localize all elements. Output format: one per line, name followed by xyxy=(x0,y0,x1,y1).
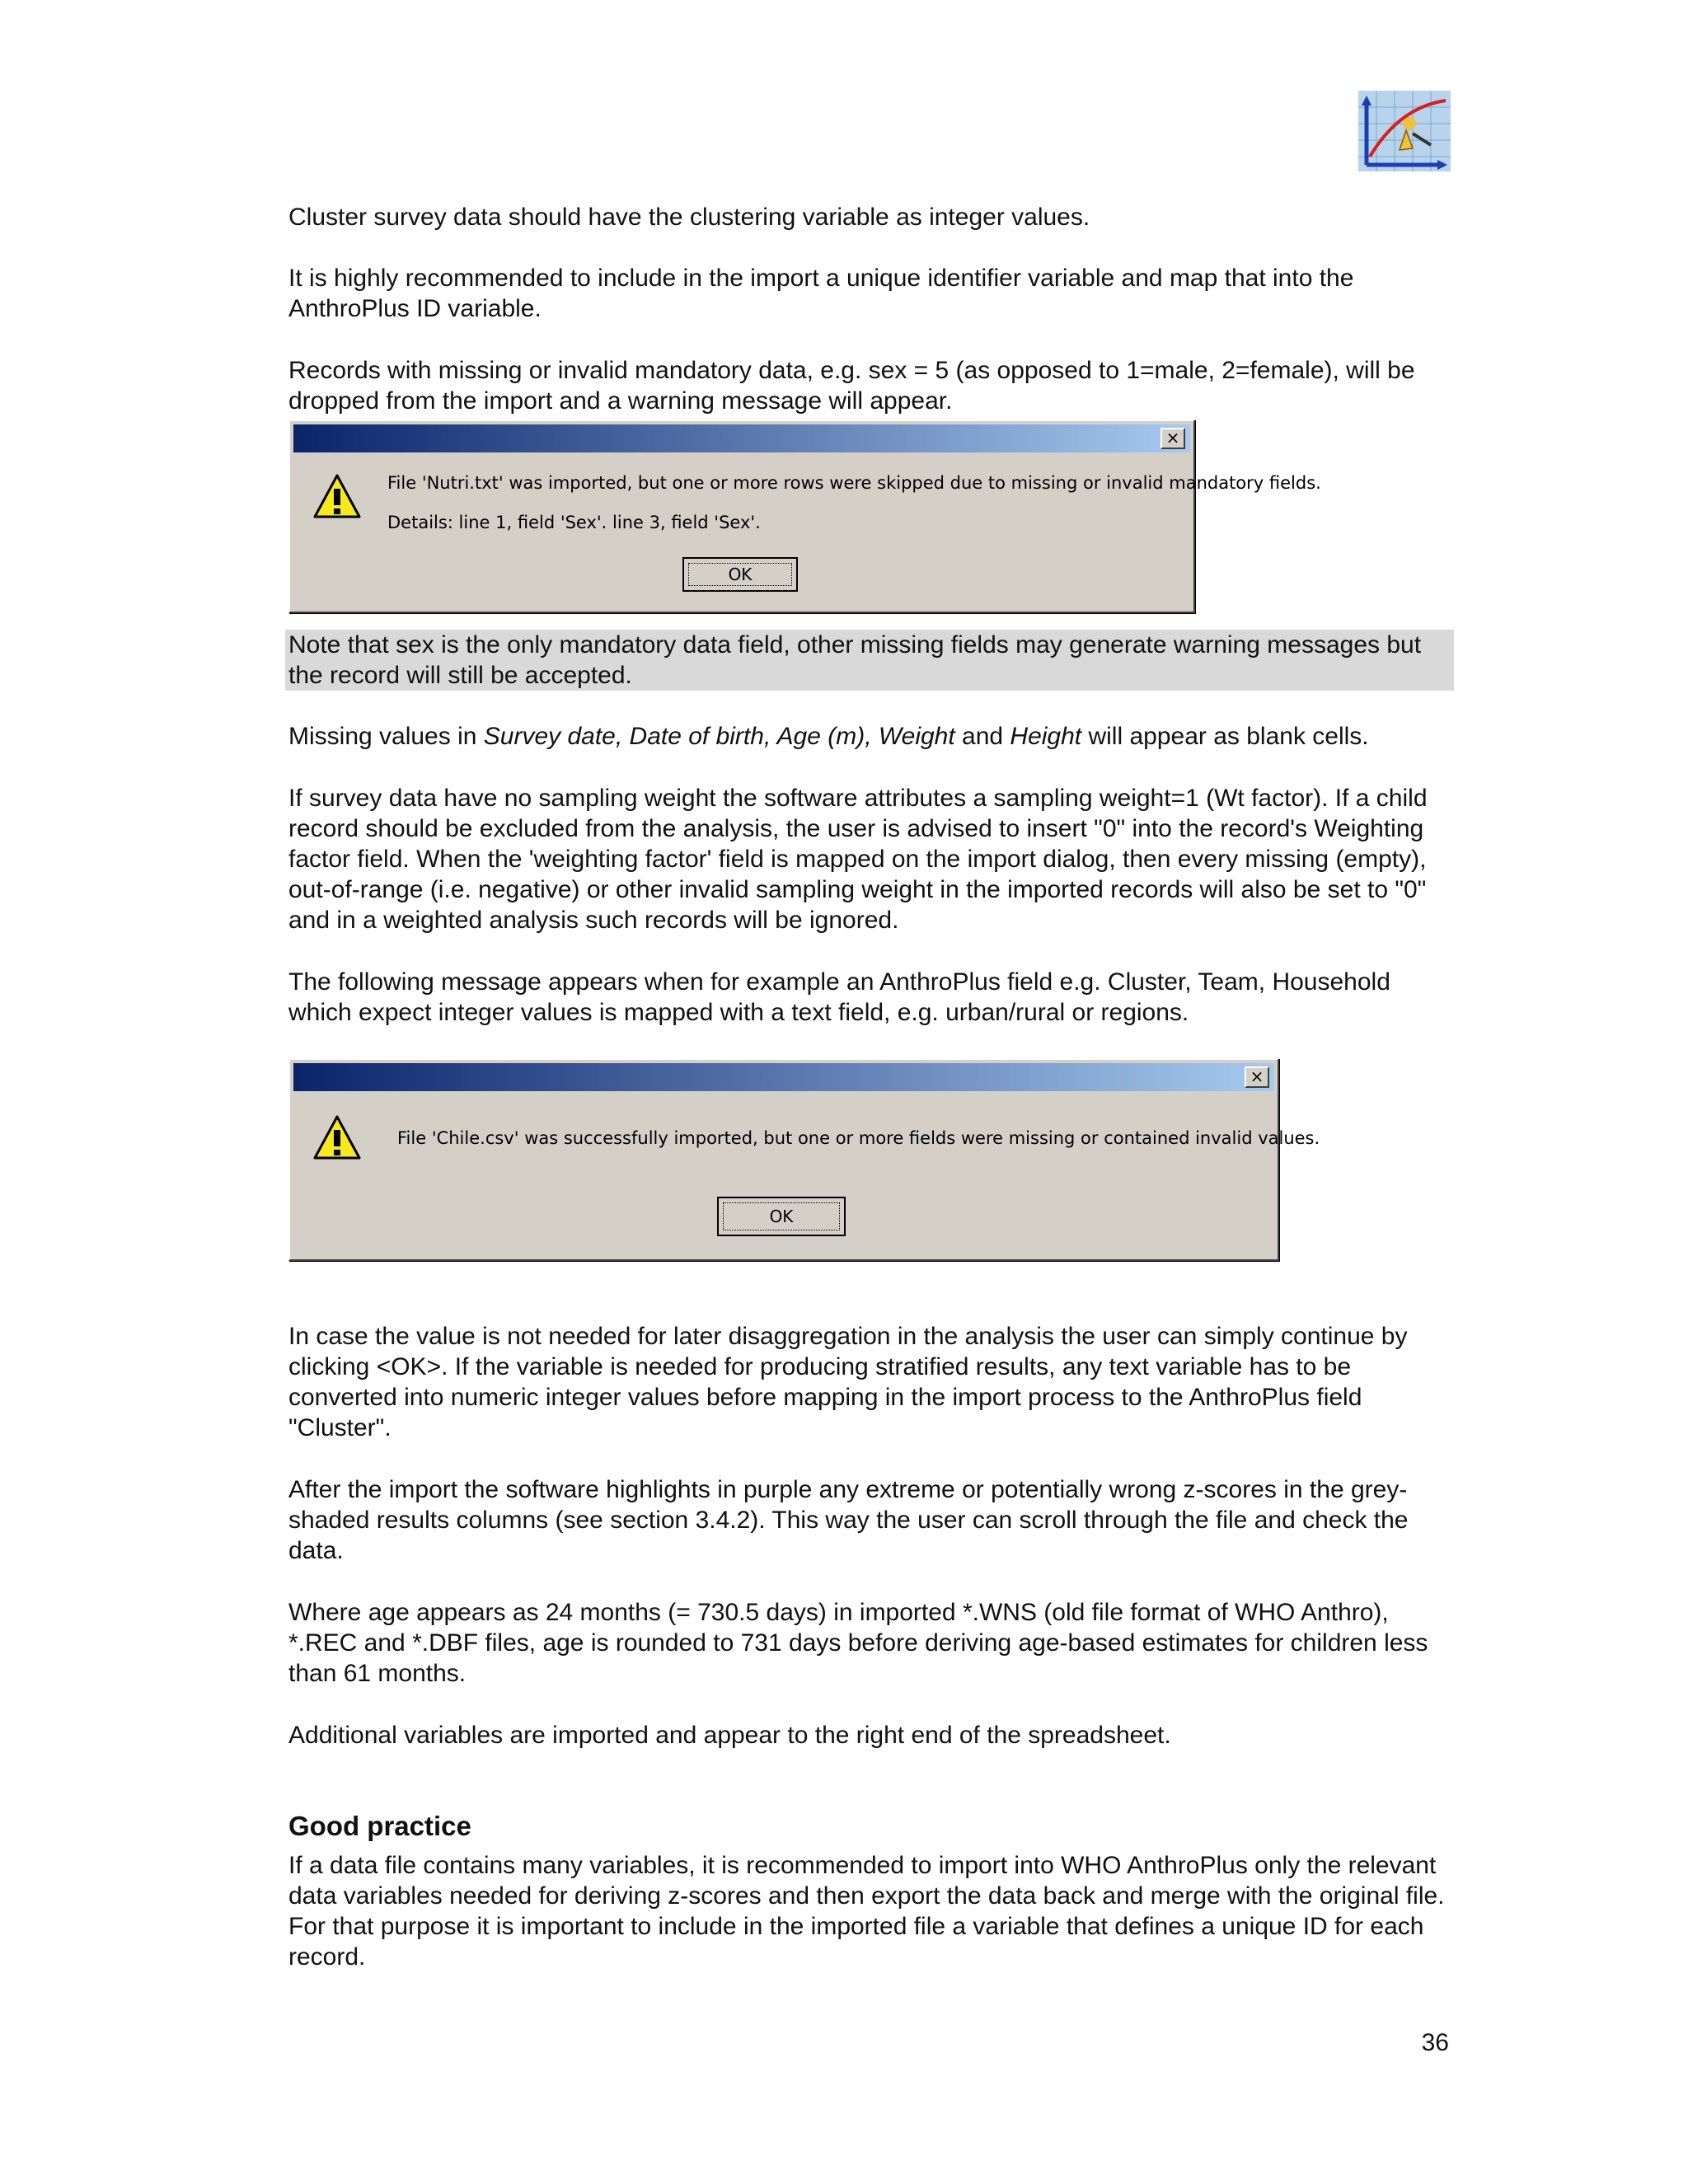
warning-dialog-nutri xyxy=(288,419,1321,613)
warning-icon xyxy=(312,472,363,520)
paragraph-message-appears: The following message appears when for example an AnthroPlus field e.g. Cluster, Team, Household which expect integer values is mapped with a text field, e.g. urban/rural or regions. xyxy=(288,968,1390,1026)
ok-button[interactable] xyxy=(717,1197,846,1236)
dialog-titlebar xyxy=(293,424,1190,452)
close-button[interactable]: × xyxy=(1160,428,1185,449)
dialog-message: File 'Chile.csv' was successfully imported, but one or more fields were missing or contained invalid values. xyxy=(397,1128,1320,1148)
ok-button-label: OK xyxy=(688,563,792,586)
anthroplus-logo-icon xyxy=(1358,91,1451,171)
paragraph-disaggregation: In case the value is not needed for later disaggregation in the analysis the user can simply continue by clicking <OK>. If the variable is needed for producing stratified results, any text variable has to be converted into numeric integer values before mapping in the import process to the AnthroPlus field "Cluster". xyxy=(288,1323,1408,1441)
page-number: 36 xyxy=(1421,2029,1449,2056)
italic-fields: Survey date, Date of birth, Age (m), Weight xyxy=(483,723,955,750)
text-segment: and xyxy=(954,723,1010,750)
paragraph-missing-values xyxy=(288,721,1451,752)
paragraph-good-practice: If a data file contains many variables, it is recommended to import into WHO AnthroPlus only the relevant data variables needed for deriving z-scores and then export the data back and merge with the original file. For that purpose it is important to include in the imported file a variable that defines a unique ID for each record. xyxy=(288,1852,1445,1971)
paragraph-unique-identifier: It is highly recommended to include in the import a unique identifier variable and map that into the AnthroPlus ID variable. xyxy=(288,265,1354,322)
ok-button-label: OK xyxy=(723,1202,840,1230)
dialog-message: File 'Nutri.txt' was imported, but one or more rows were skipped due to missing or invalid mandatory fields. xyxy=(387,473,1321,493)
paragraph-highlights-purple: After the import the software highlights in purple any extreme or potentially wrong z-scores in the grey-shaded results columns (see section 3.4.2). This way the user can scroll through the file and check the data. xyxy=(288,1476,1409,1564)
dialog-titlebar xyxy=(293,1063,1274,1091)
close-button[interactable]: × xyxy=(1245,1066,1269,1088)
paragraph-missing-mandatory: Records with missing or invalid mandatory data, e.g. sex = 5 (as opposed to 1=male, 2=female), will be dropped from the import and a warning message will appear. xyxy=(288,357,1415,415)
section-heading-good-practice: Good practice xyxy=(288,1811,471,1841)
paragraph-sampling-weight: If survey data have no sampling weight the software attributes a sampling weight=1 (Wt factor). If a child record should be excluded from the analysis, the user is advised to insert "0" into the record's Weighting factor field. When the 'weighting factor' field is mapped on the import dialog, then every missing (empty), out-of-range (i.e. negative) or other invalid sampling weight in the imported records will also be set to "0" and in a weighted analysis such records will be ignored. xyxy=(288,785,1428,934)
text-segment: will appear as blank cells. xyxy=(1081,723,1369,750)
warning-dialog-chile xyxy=(288,1058,1320,1261)
paragraph-cluster-integer: Cluster survey data should have the clustering variable as integer values. xyxy=(288,204,1090,231)
paragraph-sex-mandatory-note: Note that sex is the only mandatory data field, other missing fields may generate warning messages but the record will still be accepted. xyxy=(285,630,1454,691)
paragraph-additional-variables: Additional variables are imported and appear to the right end of the spreadsheet. xyxy=(288,1722,1171,1749)
warning-icon xyxy=(312,1113,363,1161)
paragraph-age-rounding: Where age appears as 24 months (= 730.5 days) in imported *.WNS (old file format of WHO Anthro), *.REC and *.DBF files, age is rounded to 731 days before deriving age-based estimates for children less than 61 months. xyxy=(288,1599,1428,1687)
text-segment: Missing values in xyxy=(288,723,484,750)
dialog-details: Details: line 1, field 'Sex'. line 3, field 'Sex'. xyxy=(387,513,761,532)
ok-button[interactable] xyxy=(682,557,798,592)
italic-height: Height xyxy=(1010,723,1082,750)
